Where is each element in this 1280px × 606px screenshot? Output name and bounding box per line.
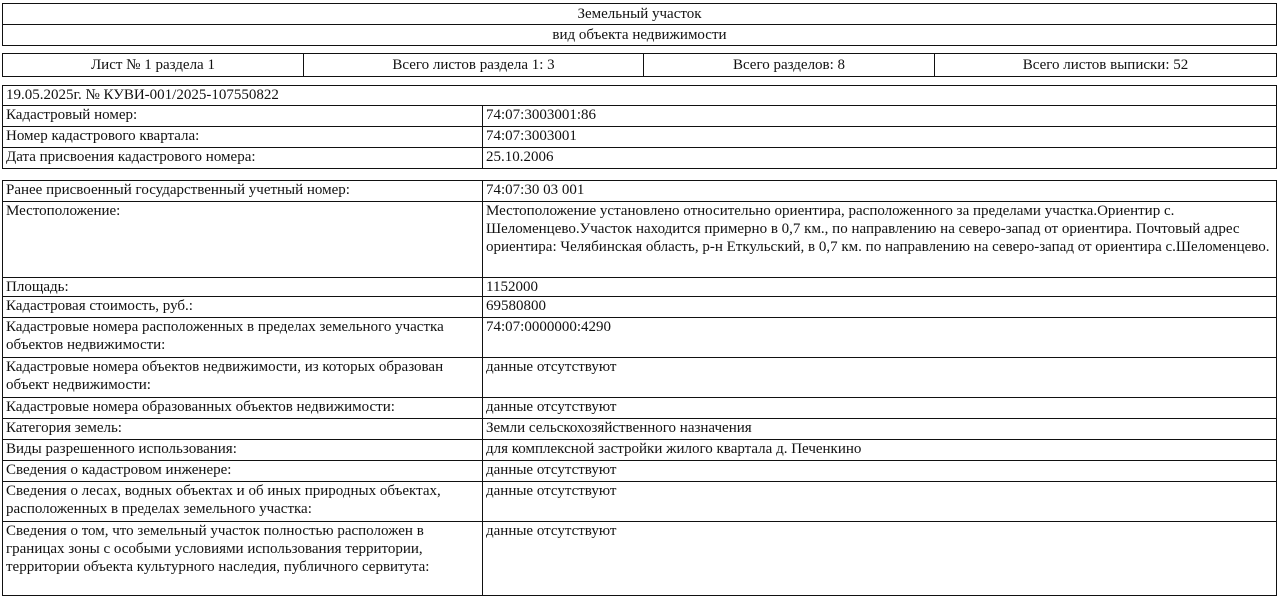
object-kind-label: вид объекта недвижимости — [2, 24, 1277, 46]
total-sheets-extract: Всего листов выписки: 52 — [1022, 57, 1189, 73]
row-value: данные отсутствуют — [483, 482, 1277, 522]
sheet-info-row — [2, 53, 1277, 77]
table-row — [3, 440, 1277, 461]
row-value: данные отсутствуют — [483, 461, 1277, 482]
row-value: данные отсутствуют — [483, 522, 1277, 596]
table-row — [3, 202, 1277, 278]
row-value: Местоположение установлено относительно ориентира, расположенного за пределами участка.Ориентир с. Шеломенцево.Участок находится примерно в 0,7 км., по направлению на северо-запад от ориентира. Почтовый адрес ориентира: Челябинская область, р-н Еткульский, в 0,7 км. по направлению на северо-запад от ориентира с.Шеломенцево. — [483, 202, 1277, 278]
row-label: Виды разрешенного использования: — [3, 440, 483, 461]
row-label: Номер кадастрового квартала: — [3, 127, 483, 148]
row-label: Кадастровые номера объектов недвижимости, из которых образован объект недвижимости: — [3, 358, 483, 398]
table-row — [3, 148, 1277, 169]
table-row — [3, 419, 1277, 440]
row-value: данные отсутствуют — [483, 358, 1277, 398]
row-value: 74:07:30 03 001 — [483, 181, 1277, 202]
table-row — [3, 482, 1277, 522]
row-label: Категория земель: — [3, 419, 483, 440]
row-value: 74:07:3003001 — [483, 127, 1277, 148]
row-label: Кадастровые номера образованных объектов недвижимости: — [3, 398, 483, 419]
row-label: Кадастровая стоимость, руб.: — [3, 297, 483, 318]
table-row — [3, 278, 1277, 297]
row-value: 1152000 — [483, 278, 1277, 297]
table-row — [3, 398, 1277, 419]
object-title: Земельный участок — [2, 3, 1277, 25]
sheet-of-section: Лист № 1 раздела 1 — [3, 54, 304, 76]
row-label: Кадастровые номера расположенных в пределах земельного участка объектов недвижимости: — [3, 318, 483, 358]
table-row — [3, 461, 1277, 482]
row-label: Сведения о лесах, водных объектах и об иных природных объектах, расположенных в пределах земельного участка: — [3, 482, 483, 522]
row-value: для комплексной застройки жилого квартала д. Печенкино — [483, 440, 1277, 461]
row-value: данные отсутствуют — [483, 398, 1277, 419]
row-value: 25.10.2006 — [483, 148, 1277, 169]
extract-date-number: 19.05.2025г. № КУВИ-001/2025-107550822 — [2, 85, 1277, 106]
table-row — [3, 297, 1277, 318]
row-label: Местоположение: — [3, 202, 483, 278]
row-value: 69580800 — [483, 297, 1277, 318]
cadastral-info-table — [2, 105, 1277, 169]
row-label: Кадастровый номер: — [3, 106, 483, 127]
table-row — [3, 522, 1277, 596]
row-label: Ранее присвоенный государственный учетный номер: — [3, 181, 483, 202]
row-value: Земли сельскохозяйственного назначения — [483, 419, 1277, 440]
row-label: Сведения о том, что земельный участок полностью расположен в границах зоны с особыми условиями использования территории, территории объекта культурного наследия, публичного сервитута: — [3, 522, 483, 596]
table-row — [3, 358, 1277, 398]
property-details-table — [2, 180, 1277, 596]
row-value: 74:07:0000000:4290 — [483, 318, 1277, 358]
row-label: Площадь: — [3, 278, 483, 297]
table-row — [3, 127, 1277, 148]
table-row — [3, 318, 1277, 358]
row-value: 74:07:3003001:86 — [483, 106, 1277, 127]
total-sections: Всего разделов: 8 — [644, 54, 935, 76]
row-label: Сведения о кадастровом инженере: — [3, 461, 483, 482]
table-row — [3, 181, 1277, 202]
table-row — [3, 106, 1277, 127]
total-sheets-section: Всего листов раздела 1: 3 — [304, 54, 644, 76]
row-label: Дата присвоения кадастрового номера: — [3, 148, 483, 169]
